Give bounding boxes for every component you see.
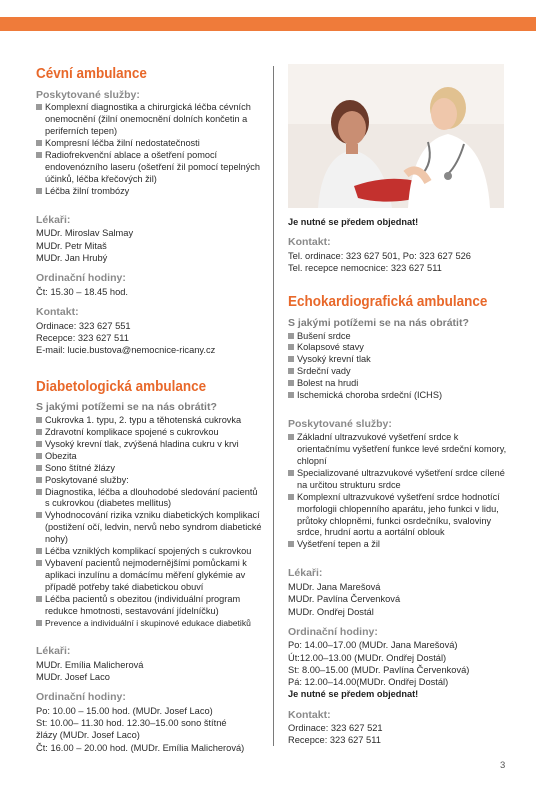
list-item: Léčba pacientů s obezitou (individuální program redukce hmotnosti, sestavování jídelníčku) [36, 594, 264, 618]
echo-section [288, 294, 510, 746]
list-item: Cukrovka 1. typu, 2. typu a těhotenská cukrovka [36, 415, 264, 427]
photo-illustration [288, 64, 504, 208]
cevni-title: Cévní ambulance [36, 66, 147, 82]
echo-services-heading: Poskytované služby: [288, 418, 392, 431]
hours-line: Čt: 16.00 – 20.00 hod. (MUDr. Emília Malicherová) [36, 742, 245, 753]
list-item: Radiofrekvenční ablace a ošetření pomocí endovenózního laseru (ošetření žil pomocí tepelných účinků, léčba křečových žil) [36, 150, 264, 186]
list-item: Prevence a individuální i skupinové edukace diabetiků [36, 618, 264, 629]
echo-services-list [288, 432, 510, 552]
list-item: Základní ultrazvukové vyšetření srdce k orientačnímu vyšetření funkce levé srdeční komory, chlopní [288, 432, 510, 468]
hours-line: Po: 14.00–17.00 (MUDr. Jana Marešová) [288, 640, 458, 651]
list-item: Ischemická choroba srdeční (ICHS) [288, 390, 510, 402]
cevni-services-heading: Poskytované služby: [36, 88, 140, 101]
echo-title: Echokardiografická ambulance [288, 294, 488, 311]
list-item: Bušení srdce [288, 331, 510, 343]
contact-line: Tel. ordinace: 323 627 501, Po: 323 627 526 [288, 250, 471, 261]
list-item: Vysoký krevní tlak, zvýšená hladina cukru v krvi [36, 439, 264, 451]
list-item: Srdeční vady [288, 366, 510, 378]
hours-line: St: 8.00–15.00 (MUDr. Pavlína Červenková) [288, 664, 470, 675]
list-item: Léčba vzniklých komplikací spojených s cukrovkou [36, 546, 264, 558]
list-item: Specializované ultrazvukové vyšetření srdce cílené na určitou strukturu srdce [288, 468, 510, 492]
doctor-name: MUDr. Pavlína Červenková [288, 594, 401, 605]
doctor-name: MUDr. Miroslav Salmay [36, 228, 134, 239]
list-item: Vyhodnocování rizika vzniku diabetických komplikací (postižení očí, ledvin, nervů nebo syndrom diabetické nohy) [36, 510, 264, 546]
contact-line: Ordinace: 323 627 521 [288, 723, 383, 734]
email-link[interactable]: E-mail: lucie.bustova@nemocnice-ricany.cz [36, 345, 216, 356]
hours-line: Út:12.00–13.00 (MUDr. Ondřej Dostál) [288, 652, 447, 663]
diabet-title: Diabetologická ambulance [36, 378, 207, 395]
list-item: Komplexní ultrazvukové vyšetření srdce hodnotící morfologii chlopenního aparátu, jeho funkci v lidu, průtoky chlopněmi, funkci osrdečníku, svaloviny srdce, hrudní aortu a aortální oblouk [288, 492, 510, 540]
list-item: Obezita [36, 451, 264, 463]
echo-question: S jakými potížemi se na nás obrátit? [288, 316, 469, 329]
list-item: Sono štítné žlázy [36, 463, 264, 475]
doctor-patient-photo [288, 64, 504, 208]
cevni-hours-heading: Ordinační hodiny: [36, 272, 126, 285]
right-column [288, 64, 510, 747]
doctor-name: MUDr. Ondřej Dostál [288, 606, 374, 617]
cevni-services-list [36, 102, 264, 198]
list-item: Diagnostika, léčba a dlouhodobé sledování pacientů s cukrovkou (diabetes mellitus) [36, 487, 264, 511]
doctor-name: MUDr. Jana Marešová [288, 581, 381, 592]
list-item: Vysoký krevní tlak [288, 354, 510, 366]
list-item: Kolapsové stavy [288, 342, 510, 354]
hours-line: St: 10.00– 11.30 hod. 12.30–15.00 sono štítné [36, 718, 227, 729]
list-item: Vyšetření tepen a žil [288, 539, 510, 551]
doctor-name: MUDr. Petr Mitaš [36, 240, 107, 251]
list-item: Léčba žilní trombózy [36, 186, 264, 198]
order-note: Je nutné se předem objednat! [288, 689, 419, 700]
right-contact-heading: Kontakt: [288, 236, 331, 249]
left-column [36, 66, 264, 754]
list-item: Vybavení pacientů nejmodernějšími pomůckami k aplikaci inzulínu a domácímu měření glykémie av případě potřeby také diabetickou obuví [36, 558, 264, 594]
hours-line: žlázy (MUDr. Josef Laco) [36, 730, 140, 741]
doctor-name: MUDr. Josef Laco [36, 672, 110, 683]
list-item: Poskytované služby: [36, 475, 264, 487]
order-note: Je nutné se předem objednat! [288, 217, 419, 227]
doctor-name: MUDr. Emília Malicherová [36, 659, 144, 670]
doctor-name: MUDr. Jan Hrubý [36, 253, 108, 264]
echo-problems-list [288, 331, 510, 403]
top-accent-bar [0, 17, 536, 31]
column-divider [273, 66, 274, 746]
cevni-contact-heading: Kontakt: [36, 306, 79, 319]
contact-line: Ordinace: 323 627 551 [36, 320, 131, 331]
contact-line: Recepce: 323 627 511 [36, 333, 129, 343]
hours-line: Po: 10.00 – 15.00 hod. (MUDr. Josef Laco) [36, 705, 213, 716]
echo-hours-heading: Ordinační hodiny: [288, 625, 378, 638]
page-number: 3 [500, 760, 506, 771]
list-item: Bolest na hrudi [288, 378, 510, 390]
list-item: Komplexní diagnostika a chirurgická léčba cévních onemocnění (žilní onemocnění dolních končetin a periferních tepen) [36, 102, 264, 138]
echo-doctors-heading: Lékaři: [288, 567, 323, 580]
hours-line: Pá: 12.00–14.00(MUDr. Ondřej Dostál) [288, 677, 449, 688]
contact-line: Tel. recepce nemocnice: 323 627 511 [288, 263, 442, 273]
diabet-question: S jakými potížemi se na nás obrátit? [36, 401, 217, 414]
diabet-hours-heading: Ordinační hodiny: [36, 691, 126, 704]
cevni-doctors-heading: Lékaři: [36, 213, 71, 226]
echo-contact-heading: Kontakt: [288, 708, 331, 721]
cevni-section [36, 66, 264, 357]
contact-line: Recepce: 323 627 511 [288, 735, 381, 746]
list-item: Kompresní léčba žilní nedostatečnosti [36, 138, 264, 150]
diabet-section [36, 379, 264, 754]
diabet-list [36, 415, 264, 629]
diabet-doctors-heading: Lékaři: [36, 645, 71, 658]
list-item: Zdravotní komplikace spojené s cukrovkou [36, 427, 264, 439]
hours-line: Čt: 15.30 – 18.45 hod. [36, 286, 129, 297]
